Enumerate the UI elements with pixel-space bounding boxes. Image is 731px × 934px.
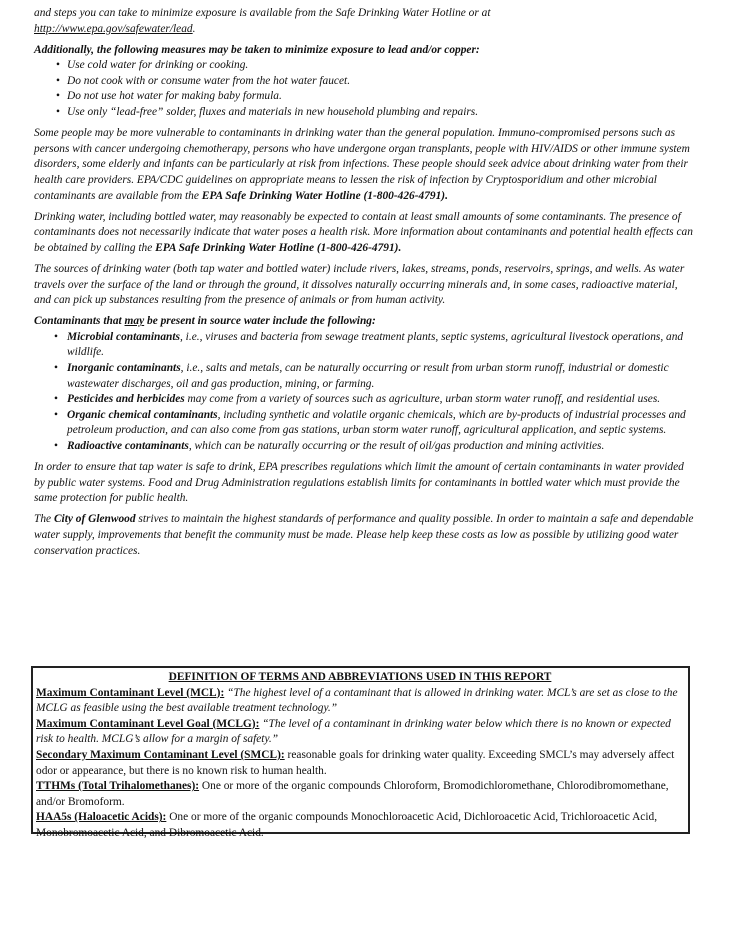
list-item: • Do not cook with or consume water from the hot water faucet. (34, 74, 694, 90)
definition-text: “The highest level of a contaminant that is allowed in drinking water. MCL’s are set as close to the MCLG as feasible using the best available treatment technology.” (36, 686, 678, 715)
document-page (34, 6, 694, 565)
contaminant-type: Radioactive contaminants (67, 439, 189, 452)
list-item (34, 439, 694, 455)
definition-text: One or more of the organic compounds Monochloroacetic Acid, Dichloroacetic Acid, Trichloroacetic Acid, Monobromoacetic Acid, and Dibromoacetic Acid. (36, 811, 658, 839)
contaminants-list (34, 330, 694, 455)
contaminant-type: Organic chemical contaminants (67, 408, 218, 421)
definition-term: TTHMs (Total Trihalomethanes): (36, 780, 200, 793)
vulnerable-text: Some people may be more vulnerable to contaminants in drinking water than the general population. Immuno-compromised persons such as persons with cancer undergoing chemotherapy, persons who have undergone organ transplants, people with HIV/AIDS or other immune system disorders, some elderly and infants can be particularly at risk from infections. These people should seek advice about drinking water from their health care providers. EPA/CDC guidelines on appropriate means to lessen the risk of infection by Cryptosporidium and other microbial contaminants are available from the (34, 127, 690, 202)
glenwood-post: strives to maintain the highest standards of performance and quality possible. In order to maintain a safe and dependable water supply, improvements that benefit the community must be made. Please help keep these costs as low as possible by utilizing good water conservation practices. (34, 513, 694, 557)
lead-measures-list (34, 58, 694, 120)
contaminants-heading (34, 314, 694, 330)
list-item: • Do not use hot water for making baby formula. (34, 89, 694, 105)
city-name: City of Glenwood (53, 513, 136, 526)
contaminant-desc: , including synthetic and volatile organic chemicals, which are by-products of industrial processes and petroleum production, and can also come from gas stations, urban storm water runoff, agricultural application, and septic systems. (67, 408, 686, 437)
bottled-water-paragraph (34, 210, 694, 257)
contaminant-desc: may come from a variety of sources such as agriculture, urban storm water runoff, and residential uses. (184, 393, 661, 406)
glenwood-paragraph (34, 512, 694, 559)
contaminant-type: Microbial contaminants (67, 330, 180, 343)
contaminant-type: Inorganic contaminants (67, 361, 181, 374)
contaminant-type: Pesticides and herbicides (67, 393, 185, 406)
lead-measures-heading: Additionally, the following measures may be taken to minimize exposure to lead and/or copper: (34, 43, 480, 56)
definition-text: One or more of the organic compounds Chloroform, Bromodichloromethane, Chlorodibromomethane, and/or Bromoform. (36, 780, 669, 808)
contaminant-desc: , i.e., viruses and bacteria from sewage treatment plants, septic systems, agricultural livestock operations, and wildlife. (67, 330, 684, 359)
lead-info-end: . (192, 22, 196, 35)
definition-term: Maximum Contaminant Level (MCL): (36, 686, 225, 699)
definition-term: Secondary Maximum Contaminant Level (SMCL): (36, 748, 285, 761)
glenwood-pre: The (34, 513, 54, 526)
definition-item (36, 779, 684, 810)
definition-term: HAA5s (Haloacetic Acids): (36, 811, 167, 824)
hotline-bold: EPA Safe Drinking Water Hotline (1-800-426-4791). (155, 241, 402, 254)
regulations-paragraph: In order to ensure that tap water is safe to drink, EPA prescribes regulations which limit the amount of certain contaminants in water provided by public water systems. Food and Drug Administration regulations establish limits for contaminants in bottled water which must provide the same protection for public health. (34, 461, 684, 505)
lead-info-text: and steps you can take to minimize exposure is available from the Safe Drinking Water Hotline or at (34, 7, 491, 19)
definition-item (36, 717, 684, 748)
definition-text: “The level of a contaminant in drinking water below which there is no known or expected risk to health. MCLG’s allow for a margin of safety.” (36, 717, 671, 746)
hotline-bold: EPA Safe Drinking Water Hotline (1-800-426-4791). (201, 189, 448, 202)
list-item (34, 330, 694, 361)
definition-text: reasonable goals for drinking water quality. Exceeding SMCL’s may adversely affect odor or appearance, but there is no known risk to human health. (36, 748, 675, 777)
contaminants-heading-post: be present in source water include the following: (144, 315, 376, 328)
sources-paragraph: The sources of drinking water (both tap water and bottled water) include rivers, lakes, streams, ponds, reservoirs, springs, and wells. As water travels over the surface of the land or through the ground, it dissolves naturally occurring minerals and, in some cases, radioactive material, and can pick up substances resulting from the presence of animals or from human activity. (34, 262, 685, 307)
definitions-title: DEFINITION OF TERMS AND ABBREVIATIONS USED IN THIS REPORT (168, 671, 552, 683)
definition-term: Maximum Contaminant Level Goal (MCLG): (36, 717, 260, 730)
lead-info-paragraph (34, 6, 694, 37)
vulnerable-paragraph (34, 126, 694, 204)
list-item: • Use only “lead-free” solder, fluxes and materials in new household plumbing and repairs. (34, 105, 694, 121)
definition-item (36, 686, 684, 717)
contaminants-heading-pre: Contaminants that (34, 315, 125, 328)
definition-item (36, 748, 684, 779)
epa-lead-link[interactable]: http://www.epa.gov/safewater/lead (34, 22, 193, 35)
contaminant-desc: , i.e., salts and metals, can be naturally occurring or result from urban storm runoff, industrial or domestic wastewater discharges, oil and gas production, mining, or farming. (67, 361, 669, 390)
list-item (34, 392, 694, 408)
definition-item (36, 810, 684, 841)
list-item: • Use cold water for drinking or cooking. (34, 58, 694, 74)
contaminants-heading-may: may (124, 315, 145, 328)
contaminant-desc: , which can be naturally occurring or the result of oil/gas production and mining activities. (188, 439, 605, 452)
list-item (34, 408, 694, 439)
bottled-text: Drinking water, including bottled water, may reasonably be expected to contain at least small amounts of some contaminants. The presence of contaminants does not necessarily indicate that water poses a health risk. More information about contaminants and potential health effects can be obtained by calling the (34, 210, 693, 254)
definitions-box (31, 666, 690, 839)
list-item (34, 361, 694, 392)
